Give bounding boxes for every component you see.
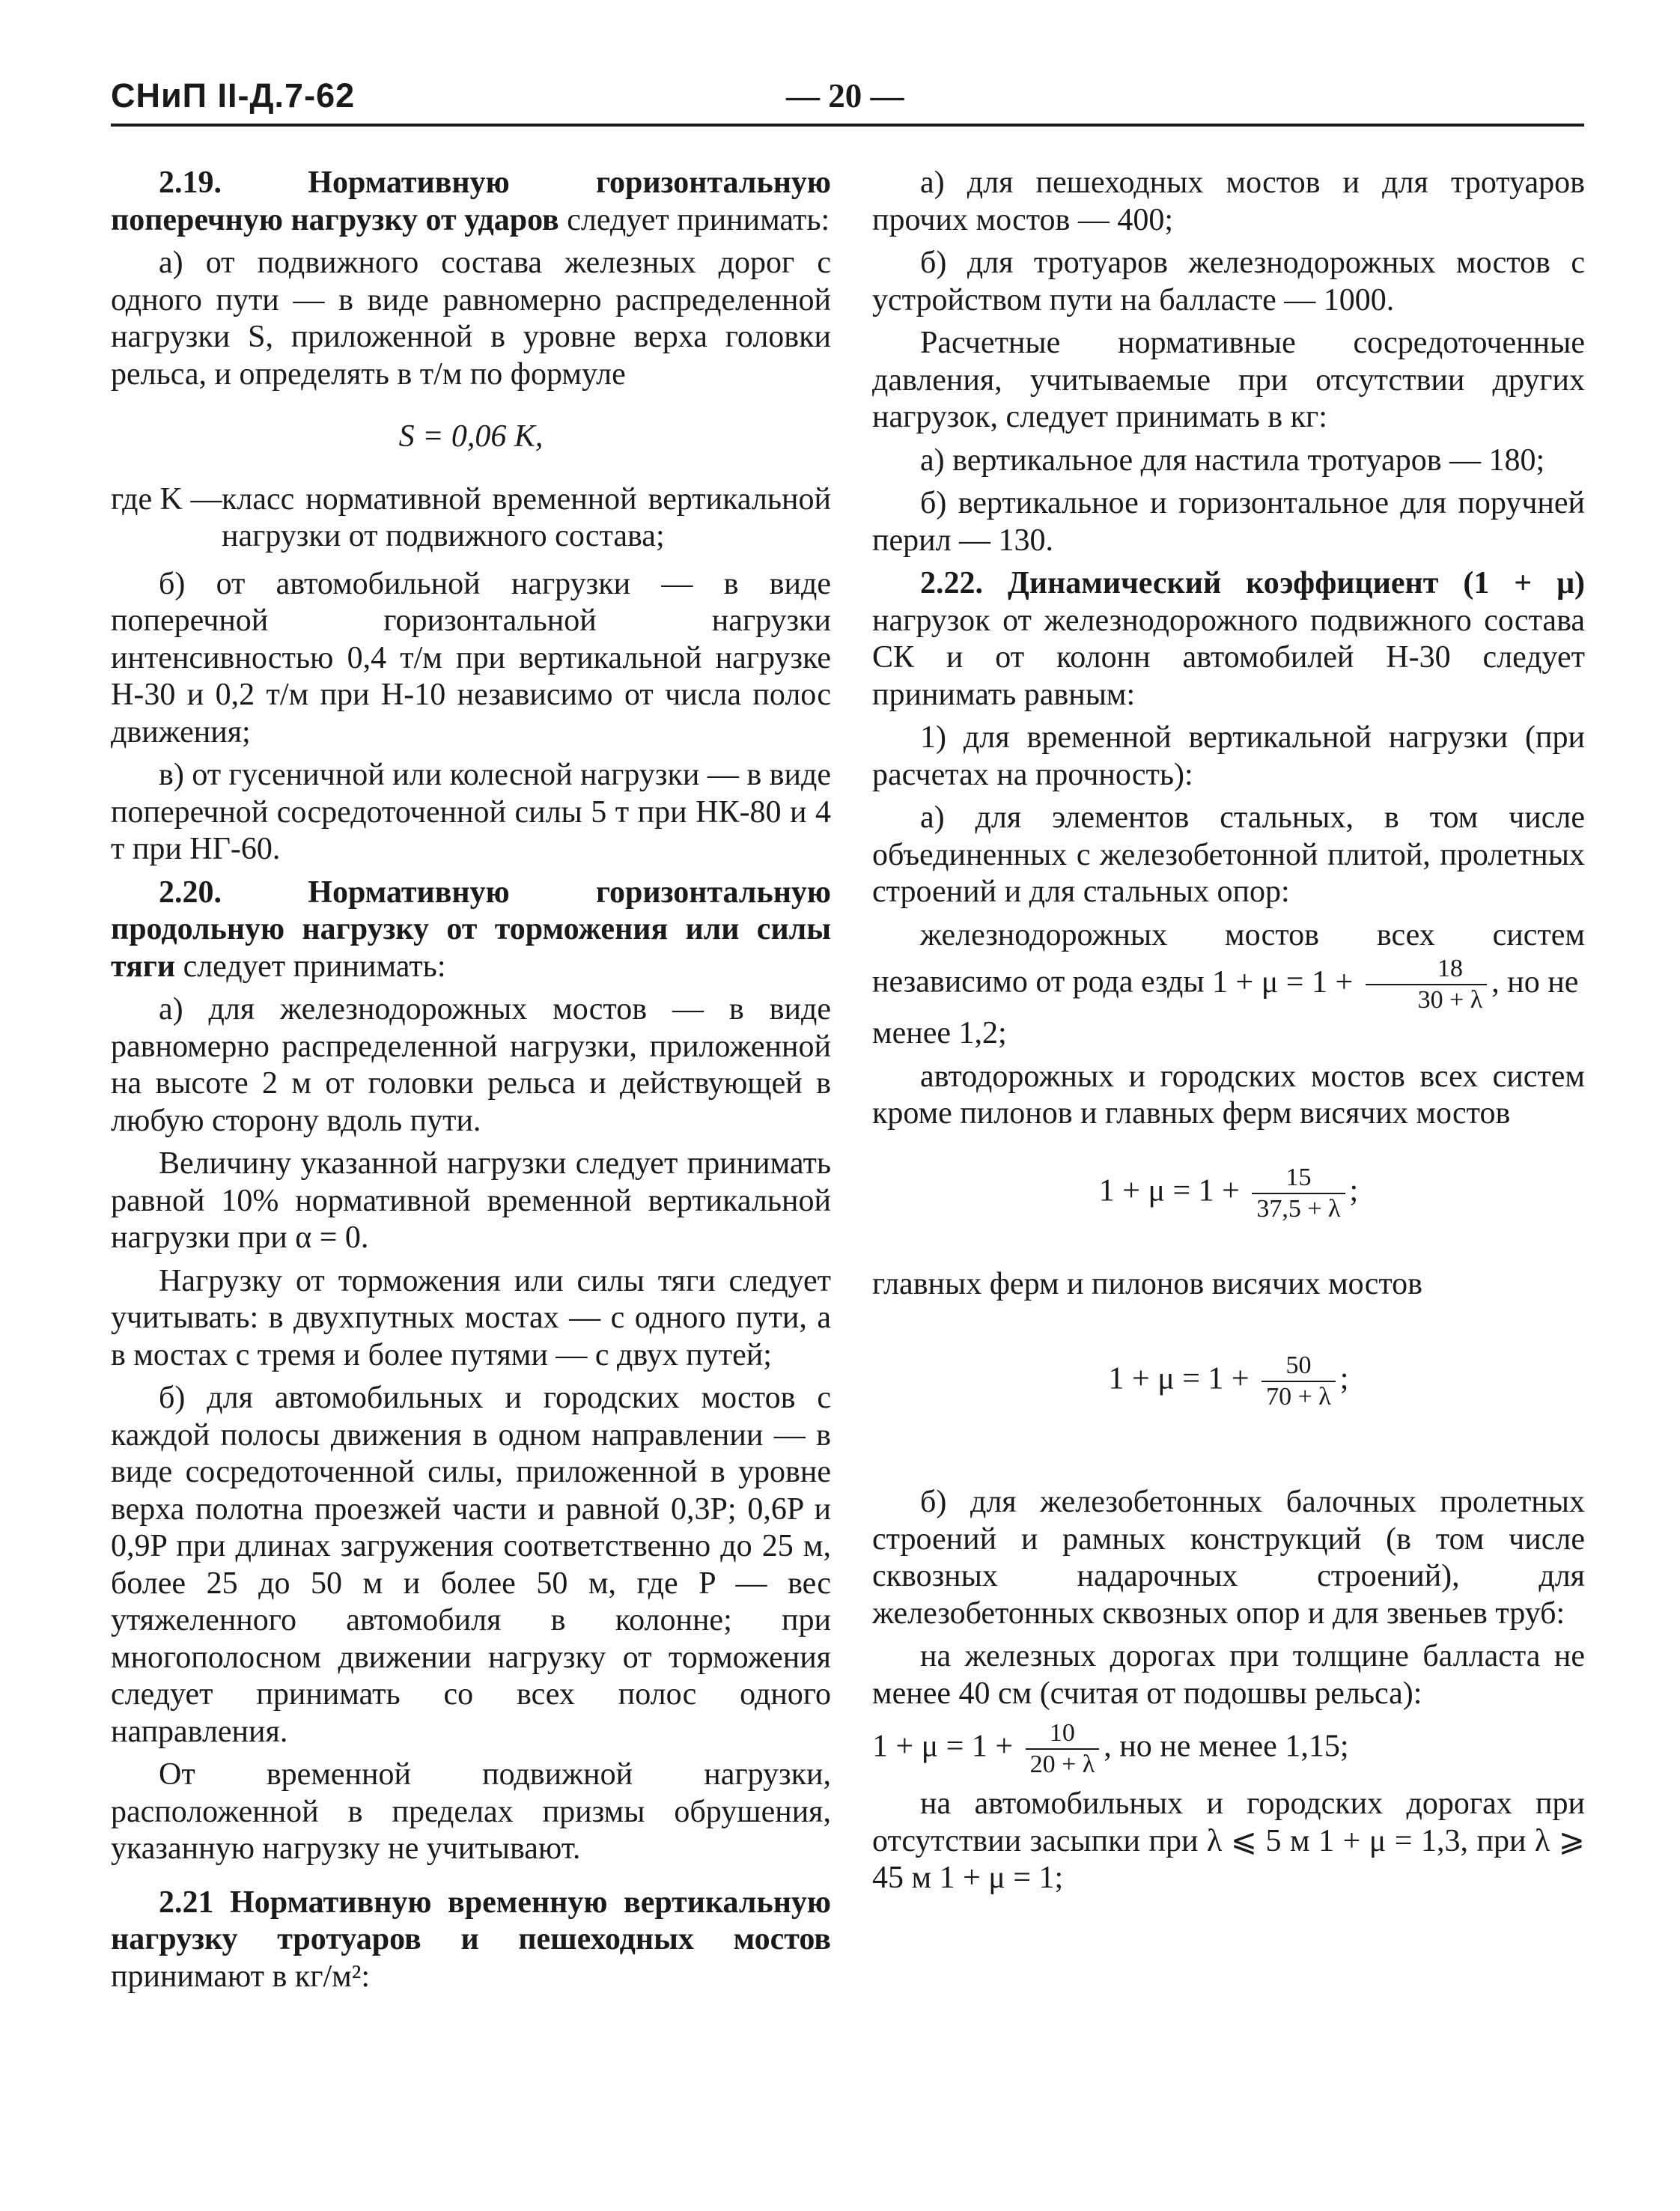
right-auto-roads: на автомобильных и городских дорогах при отсутствии засыпки при λ ⩽ 5 м 1 + μ = 1,3, при λ ⩾ 45 м 1 + μ = 1; (872, 1786, 1585, 1895)
right-item-b2: б) вертикальное и горизонтальное для поручней перил — 130. (872, 486, 1585, 558)
section-2-20-para-2: Величину указанной нагрузки следует принимать равной 10% нормативной временной вертикальной нагрузки при α = 0. (111, 1146, 831, 1255)
right-rail-bridges (872, 917, 1585, 1016)
formula-road-numerator: 15 (1252, 1163, 1345, 1194)
right-rail-text: железнодорожных мостов всех систем независимо от рода езды (872, 917, 1585, 1000)
formula-s-text: S = 0,06 K, (398, 419, 544, 454)
where-note (111, 481, 831, 556)
section-2-19-item-v: в) от гусеничной или колесной нагрузки — в виде поперечной сосредоточенной силы 5 т при НК-80 и 4 т при НГ-60. (111, 758, 831, 866)
formula-trusses-denominator: 70 + λ (1266, 1383, 1331, 1411)
section-2-20-heading (111, 875, 831, 986)
section-2-20-rest: следует принимать: (175, 949, 446, 984)
document-code: СНиП II-Д.7-62 (111, 76, 356, 115)
section-2-20-item-b: б) для автомобильных и городских мостов с каждой полосы движения в одном направлении — в виде сосредоточенной силы, приложенной в уровне верха полотна проезжей части и равной 0,3P; 0,6P и 0,9P при длинах загружения соответственно до 25 м, более 25 до 50 м и более 50 м, где P — вес утяжеленного автомобиля в колонне; при многополосном движении нагрузку от торможения следует принимать со всех полос одного направления. (111, 1381, 831, 1749)
right-ballast: на железных дорогах при толщине балласта не менее 40 см (считая от подошвы рельса): (872, 1639, 1585, 1711)
section-2-22-title: 2.22. Динамический коэффициент (1 + μ) (920, 566, 1585, 600)
section-2-21-heading (111, 1885, 831, 1996)
where-lead: где K — (111, 481, 222, 517)
section-2-20-item-a: а) для железнодорожных мостов — в виде равномерно распределенной нагрузки, приложенной на высоте 2 м от головки рельса и действующей в любую сторону вдоль пути. (111, 992, 831, 1138)
formula-rail-numerator: 18 (1366, 954, 1488, 985)
formula-ballast-numerator: 10 (1026, 1718, 1100, 1750)
formula-road-end: ; (1349, 1173, 1359, 1208)
formula-trusses-numerator: 50 (1261, 1351, 1336, 1382)
formula-ballast-lhs: 1 + μ = 1 + (872, 1729, 1014, 1764)
section-2-22-heading (872, 565, 1585, 714)
right-trusses: главных ферм и пилонов висячих мостов (872, 1266, 1422, 1301)
right-column (872, 165, 1585, 1903)
section-2-19-title: 2.19. Нормативную горизонтальную поперечную нагрузку от ударов (111, 165, 831, 237)
right-item-a: а) для пешеходных мостов и для тротуаров прочих мостов — 400; (872, 165, 1585, 237)
where-text: класс нормативной временной вертикальной нагрузки от подвижного состава; (222, 481, 831, 553)
formula-rail-fraction (1366, 954, 1488, 1015)
formula-rail-denominator: 30 + λ (1417, 986, 1483, 1014)
right-rail-min: менее 1,2; (872, 1016, 1007, 1050)
section-2-21-rest: принимают в кг/м²: (111, 1959, 370, 1994)
section-2-19-rest: следует принимать: (559, 202, 830, 237)
formula-ballast-denominator: 20 + λ (1029, 1751, 1095, 1778)
formula-ballast (872, 1718, 1585, 1780)
section-2-20-title: 2.20. Нормативную горизонтальную продольную нагрузку от торможения или силы тяги (111, 875, 831, 984)
formula-s (111, 419, 831, 456)
section-2-19-heading (111, 165, 831, 239)
section-2-20-para-3: Нагрузку от торможения или силы тяги следует учитывать: в двухпутных мостах — с одного пути, а в мостах с тремя и более путями — с двух путей; (111, 1263, 831, 1372)
section-2-19-item-b: б) от автомобильной нагрузки — в виде поперечной горизонтальной нагрузки интенсивностью 0,4 т/м при вертикальной нагрузке Н-30 и 0,2 т/м при Н-10 независимо от числа полос движения; (111, 566, 831, 749)
formula-trusses-fraction (1261, 1351, 1336, 1412)
right-item-a2: а) вертикальное для настила тротуаров — 180; (920, 442, 1545, 478)
header-rule (111, 124, 1584, 127)
formula-rail (1212, 955, 1579, 1014)
formula-rail-end: , но не (1491, 964, 1579, 1000)
left-column (111, 165, 831, 2001)
right-road-bridges: автодорожных и городских мостов всех систем кроме пилонов и главных ферм висячих мостов (872, 1059, 1585, 1131)
formula-road-denominator: 37,5 + λ (1256, 1194, 1341, 1223)
section-2-19-item-a: а) от подвижного состава железных дорог с одного пути — в виде равномерно распределенной нагрузки S, приложенной в уровне верха головки рельса, и определять в т/м по формуле (111, 246, 831, 392)
formula-rail-lhs: 1 + μ = 1 + (1212, 964, 1354, 1000)
formula-road-fraction (1252, 1163, 1345, 1224)
formula-road-lhs: 1 + μ = 1 + (1098, 1173, 1240, 1208)
formula-trusses (872, 1351, 1585, 1412)
section-2-20-para-5: От временной подвижной нагрузки, расположенной в пределах призмы обрушения, указанную нагрузку не учитывают. (111, 1757, 831, 1866)
right-para-pressures: Расчетные нормативные сосредоточенные давления, учитываемые при отсутствии других нагрузок, следует принимать в кг: (872, 326, 1585, 434)
formula-trusses-end: ; (1339, 1361, 1349, 1396)
section-2-22-rest: нагрузок от железнодорожного подвижного состава СК и от колонн автомобилей Н-30 следует принимать равным: (872, 603, 1585, 712)
right-item-b: б) для тротуаров железнодорожных мостов с устройством пути на балласте — 1000. (872, 246, 1585, 317)
right-item-1a: а) для элементов стальных, в том числе объединенных с железобетонной плитой, пролетных строений и для стальных опор: (872, 800, 1585, 909)
right-item-1: 1) для временной вертикальной нагрузки (при расчетах на прочность): (872, 720, 1585, 792)
formula-trusses-lhs: 1 + μ = 1 + (1108, 1361, 1250, 1396)
section-2-21-title: 2.21 Нормативную временную вертикальную нагрузку тротуаров и пешеходных мостов (111, 1885, 831, 1956)
formula-ballast-fraction (1026, 1718, 1100, 1780)
formula-road (872, 1163, 1585, 1224)
right-item-b3: б) для железобетонных балочных пролетных строений и рамных конструкций (в том числе сквозных надарочных строений), для железобетонных сквозных опор и для звеньев труб: (872, 1485, 1585, 1631)
formula-ballast-end: , но не менее 1,15; (1104, 1729, 1349, 1764)
page-number: — 20 — (786, 77, 904, 115)
